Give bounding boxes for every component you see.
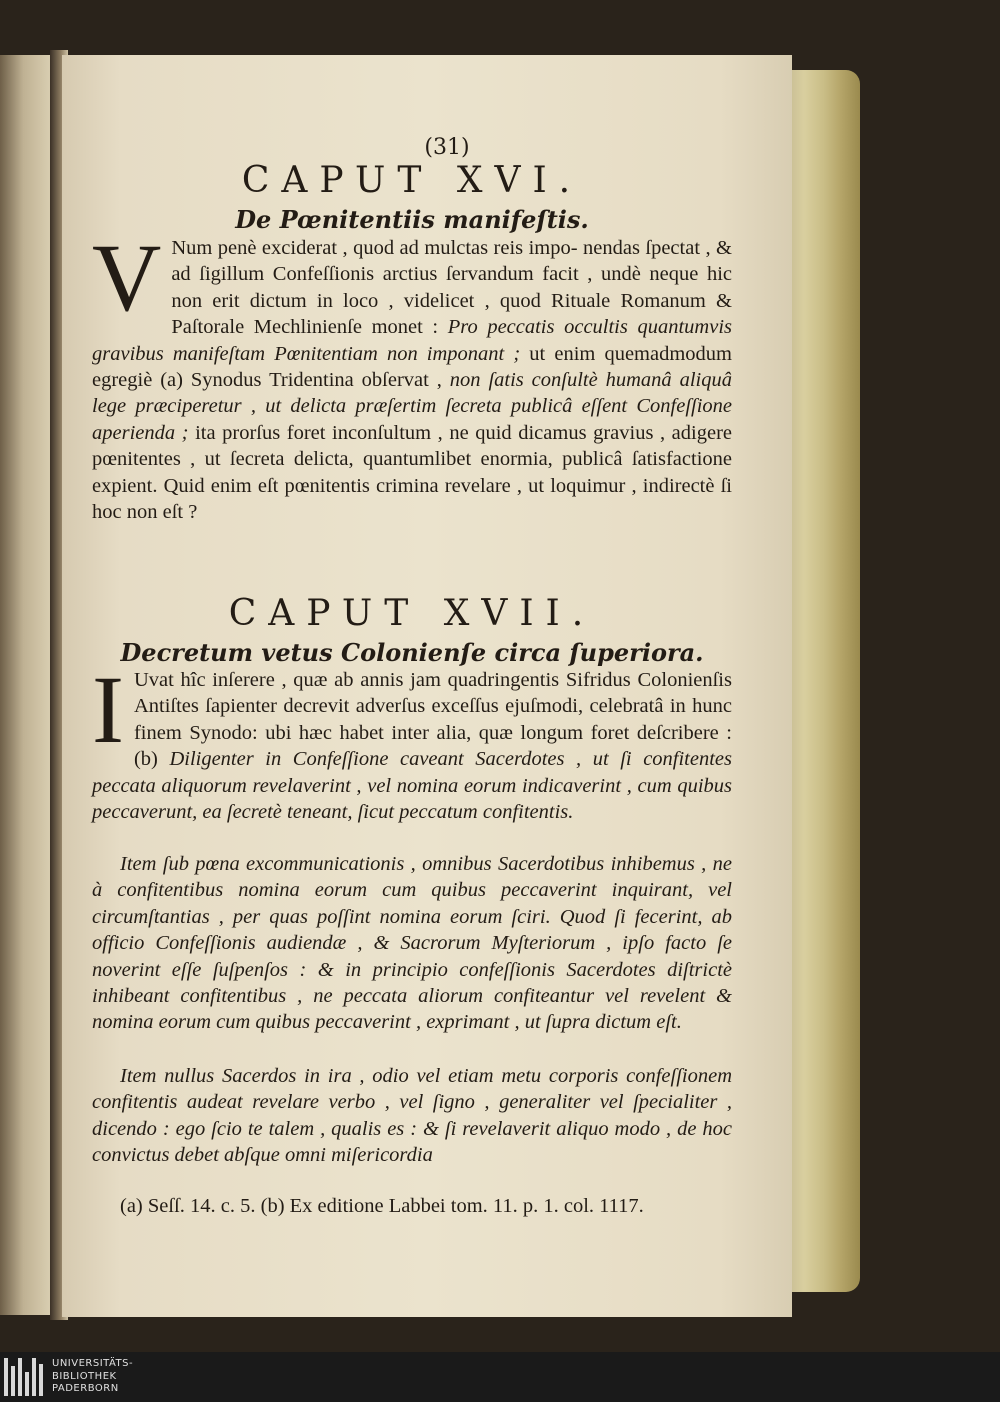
chapter-16-text-start: Num penè exciderat , quod ad mulctas reis impo- nendas ſpectat , & ad ſigillum Confeſſionis arctius ſervandum facit , undè neque hic non erit dictum in loco , videlicet , quod Rituale Romanum & Paſtorale Mechlinienſe monet : bbox=[171, 237, 732, 339]
right-page bbox=[62, 55, 792, 1317]
drop-cap-i: I bbox=[92, 656, 124, 763]
chapter-16-quote-rituale: Pro peccatis occultis quantumvis gravibus manifeſtam Pœnitentiam non imponant ; bbox=[92, 316, 732, 365]
drop-cap-v: V bbox=[92, 224, 162, 331]
chapter-16-title: De Pœnitentiis manifeſtis. bbox=[235, 205, 589, 234]
library-footer bbox=[0, 1352, 1000, 1402]
chapter-16-quote-tridentina: non ſatis conſultè humanâ aliquâ lege præciperetur , ut delicta præſertim ſecreta publicâ eſſent Confeſſione aperienda ; bbox=[92, 369, 732, 444]
chapter-17-paragraph-1 bbox=[92, 656, 732, 825]
footnote: (a) Seſſ. 14. c. 5. (b) Ex editione Labbei tom. 11. p. 1. col. 1117. bbox=[120, 1195, 644, 1217]
chapter-17-paragraph-2: Item ſub pœna excommunicationis , omnibus Sacerdotibus inhibemus , ne à confitentibus nomina eorum cum quibus peccaverint inquirant, vel circumſtantias , per quas poſſint nomina eorum ſciri. Quod ſi fecerint, ab officio Confeſſionis audiendæ , & Sacrorum Myſteriorum , ipſo facto ſe noverint eſſe ſuſpenſos : & in principio confeſſionis Sacerdotes diſtrictè inhibeant confitentibus , ne peccata aliorum confiteantur vel revelent & nomina eorum cum quibus peccaverint , exprimant , ut ſupra dictum eſt. bbox=[92, 853, 732, 1034]
library-name: UNIVERSITÄTS- BIBLIOTHEK PADERBORN bbox=[52, 1358, 134, 1394]
chapter-17-heading: CAPUT XVII. bbox=[228, 593, 596, 634]
page-edges bbox=[780, 70, 860, 1292]
library-logo-icon bbox=[4, 1358, 46, 1396]
chapter-17-title: Decretum vetus Colonienſe circa ſuperiora. bbox=[120, 638, 704, 667]
chapter-17-quote-diligenter: Diligenter in Confeſſione caveant Sacerdotes , ut ſi confitentes peccata aliquorum revelaverint , vel nomina eorum indicaverint , cum quibus peccaverunt, ea ſecretè teneant, ſicut peccatum confitentis. bbox=[92, 748, 732, 824]
chapter-16-text-end: ita prorſus foret inconſultum , ne quid dicamus gravius , adigere pœnitentes , ut ſecreta delicta, quantumlibet enormia, publicâ ſatisfactione expient. Quid enim eſt pœnitentis crimina revelare , ut loquimur , indirectè ſi hoc non eſt ? bbox=[92, 421, 733, 524]
chapter-16-text-mid: ut enim quemadmodum egregiè (a) Synodus Tridentina obſervat , bbox=[92, 342, 732, 392]
page-number: (31) bbox=[424, 135, 470, 160]
chapter-16-heading: CAPUT XVI. bbox=[241, 160, 583, 201]
chapter-16-paragraph bbox=[92, 224, 733, 525]
chapter-17-text-start: Uvat hîc inſerere , quæ ab annis jam quadringentis Sifridus Colonienſis Antiſtes ſapienter decrevit adverſus exceſſus ejuſmodi, celebratâ in hunc finem Synodo: ubi hæc habet inter alia, quæ longum foret deſcribere : (b) bbox=[133, 669, 732, 771]
chapter-17-paragraph-3: Item nullus Sacerdos in ira , odio vel etiam metu corporis confeſſionem confitentis audeat revelare verbo , vel ſigno , generaliter vel ſpecialiter , dicendo : ego ſcio te talem , qualis es : & ſi revelaverit aliquo modo , de hoc convictus debet abſque omni miſericordia bbox=[92, 1065, 732, 1167]
